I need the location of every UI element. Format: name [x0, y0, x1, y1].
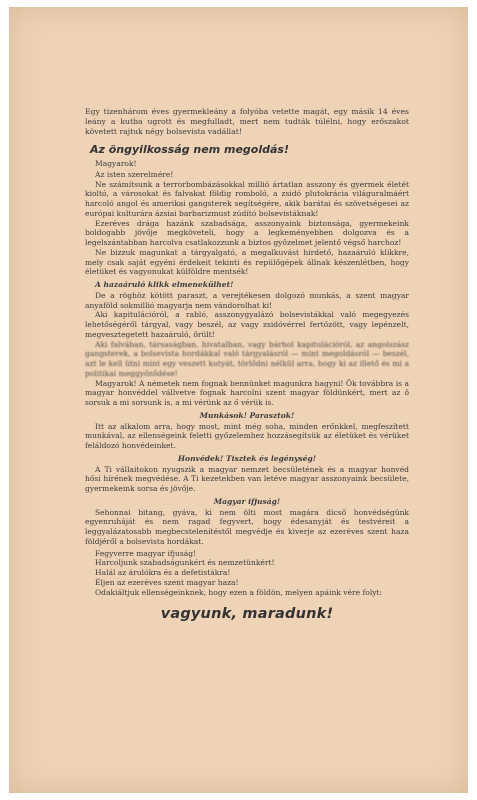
paragraph: Ezeréves drága hazánk szabadsága, asszonyaink biztonsága, gyermekeink boldogabb jövője megkövetelí, hogy a legkeményebben dolgozva és a legelszántabban harcolva csatlakozzunk a biztos győzelmet jelentő végső harchoz! — [85, 218, 409, 247]
closing-line: Harcoljunk szabadságunkért és nemzetünkért! — [95, 558, 275, 568]
paragraph: Magyarok! A németek nem fognak bennünket magunkra hagyni! Ők továbbra is a magyar honvéddel vállvetve fognak harcolni szent magyar földünkért, mert az ő sorsuk a mi sorsunk is, a mi vérünk az ő vérük is. — [85, 378, 409, 407]
closing-line: Éljen az ezeréves szent magyar haza! — [95, 577, 239, 587]
paragraph: Itt az alkalom arra, hogy most, mint még soha, minden erőnkkel, megfeszített munkával, az ellenségeink feletti győzelemhez hozzásegítsük az életüket és vérüket feláldozó honvédeinket. — [85, 421, 409, 450]
paragraph: De a röghöz kötött paraszt, a verejtékesen dolgozó munkás, a szent magyar anyaföld sokmillió magyarja nem vándorolhat ki! — [85, 290, 409, 310]
leaflet-text — [85, 107, 409, 623]
section-heading: A hazaáruló klikk elmenekülhet! — [95, 280, 234, 289]
closing-paragraph: Odakiáltjuk ellenségeinknek, hogy ezen a földön, melyen apáink vére folyt: — [95, 587, 383, 597]
main-heading: Az öngyilkosság nem megoldás! — [90, 143, 289, 156]
paragraph: Ne bizzuk magunkat a tárgyalgató, a megalkuvást hirdető, hazaáruló klikkre, mely csak saját egyéni érdekeit tekinti és repülőgépek állnak készenlétben, hogy életüket és vagyonukat külföldre mentsék! — [85, 247, 409, 277]
slogan: vagyunk, maradunk! — [160, 606, 334, 623]
salutation: Magyarok! — [95, 159, 137, 168]
leaflet-page — [9, 7, 468, 793]
paragraph: A Ti vállaitokon nyugszik a magyar nemzet becsületének és a magyar honvéd hősi hírének megvédése. A Ti kezetekben van letéve magyar asszonyaink becsülete, gyermekeink sorsa és jövője. — [85, 464, 409, 493]
section-heading: Honvédek! Tisztek és legénység! — [177, 453, 317, 463]
closing-line: Halál az árulókra és a defetistákra! — [95, 568, 231, 577]
paragraph: Sehonnai bitang, gyáva, ki nem ölti most magára dicső honvédségünk egyenruháját és nem ragad fegyvert, hogy édesanyját és testvéreit a leggyalázatosabb megbecstelenítéstől megvédje és kiverje az ezeréves szent haza földjéről a bolsevista hordákat. — [85, 507, 409, 546]
closing-line: Fegyverre magyar ifjuság! — [95, 548, 197, 558]
paragraph-faded: Aki falvában, társaságban, hivatalban, vagy bárhol kapitulációról, az angolszász gangsterek, a bolsevista hordákkal való tárgyalásról — mint megoldásról — beszél, azt le kell ütni mint egy veszett kutyát, törlődni nélkül arra, hogy ki az illető és mi a politikai meggyőződése! — [85, 339, 409, 378]
section-heading: Munkások! Parasztok! — [199, 410, 295, 420]
paragraph: Ne számítsunk a terrorbombázásokkal millió ártatlan asszony és gyermek életét kioltó, a városokat és falvakat földig romboló, a zsidó plutokrácia világuralmáért harcoló angol és amerikai gangsterek segítségére, akik barátai és szövetségesei az európai kulturára ázsiai barbarizmust zúdító bolsevistáknak! — [85, 179, 409, 218]
intro-paragraph: Egy tizenhárom éves gyermekleány a folyóba vetette magát, egy másik 14 éves leány a kutba ugrott és megfulladt, mert nem tudták túlélni, hogy erőszakot követett rajtuk négy bolsevista vadállat! — [85, 107, 409, 136]
paragraph: Aki kapitulációról, a rabló, asszonygyalázó bolsevistákkal való megegyezés lehetőségéről tárgyal, vagy beszél, az vagy zsidóvérrel fertőzött, vagy lepénzelt, megvesztegetett hazaáruló, őrült! — [85, 310, 409, 339]
sub-salutation: Az isten szerelmére! — [95, 169, 174, 179]
section-heading: Magyar ifjuság! — [213, 496, 281, 506]
